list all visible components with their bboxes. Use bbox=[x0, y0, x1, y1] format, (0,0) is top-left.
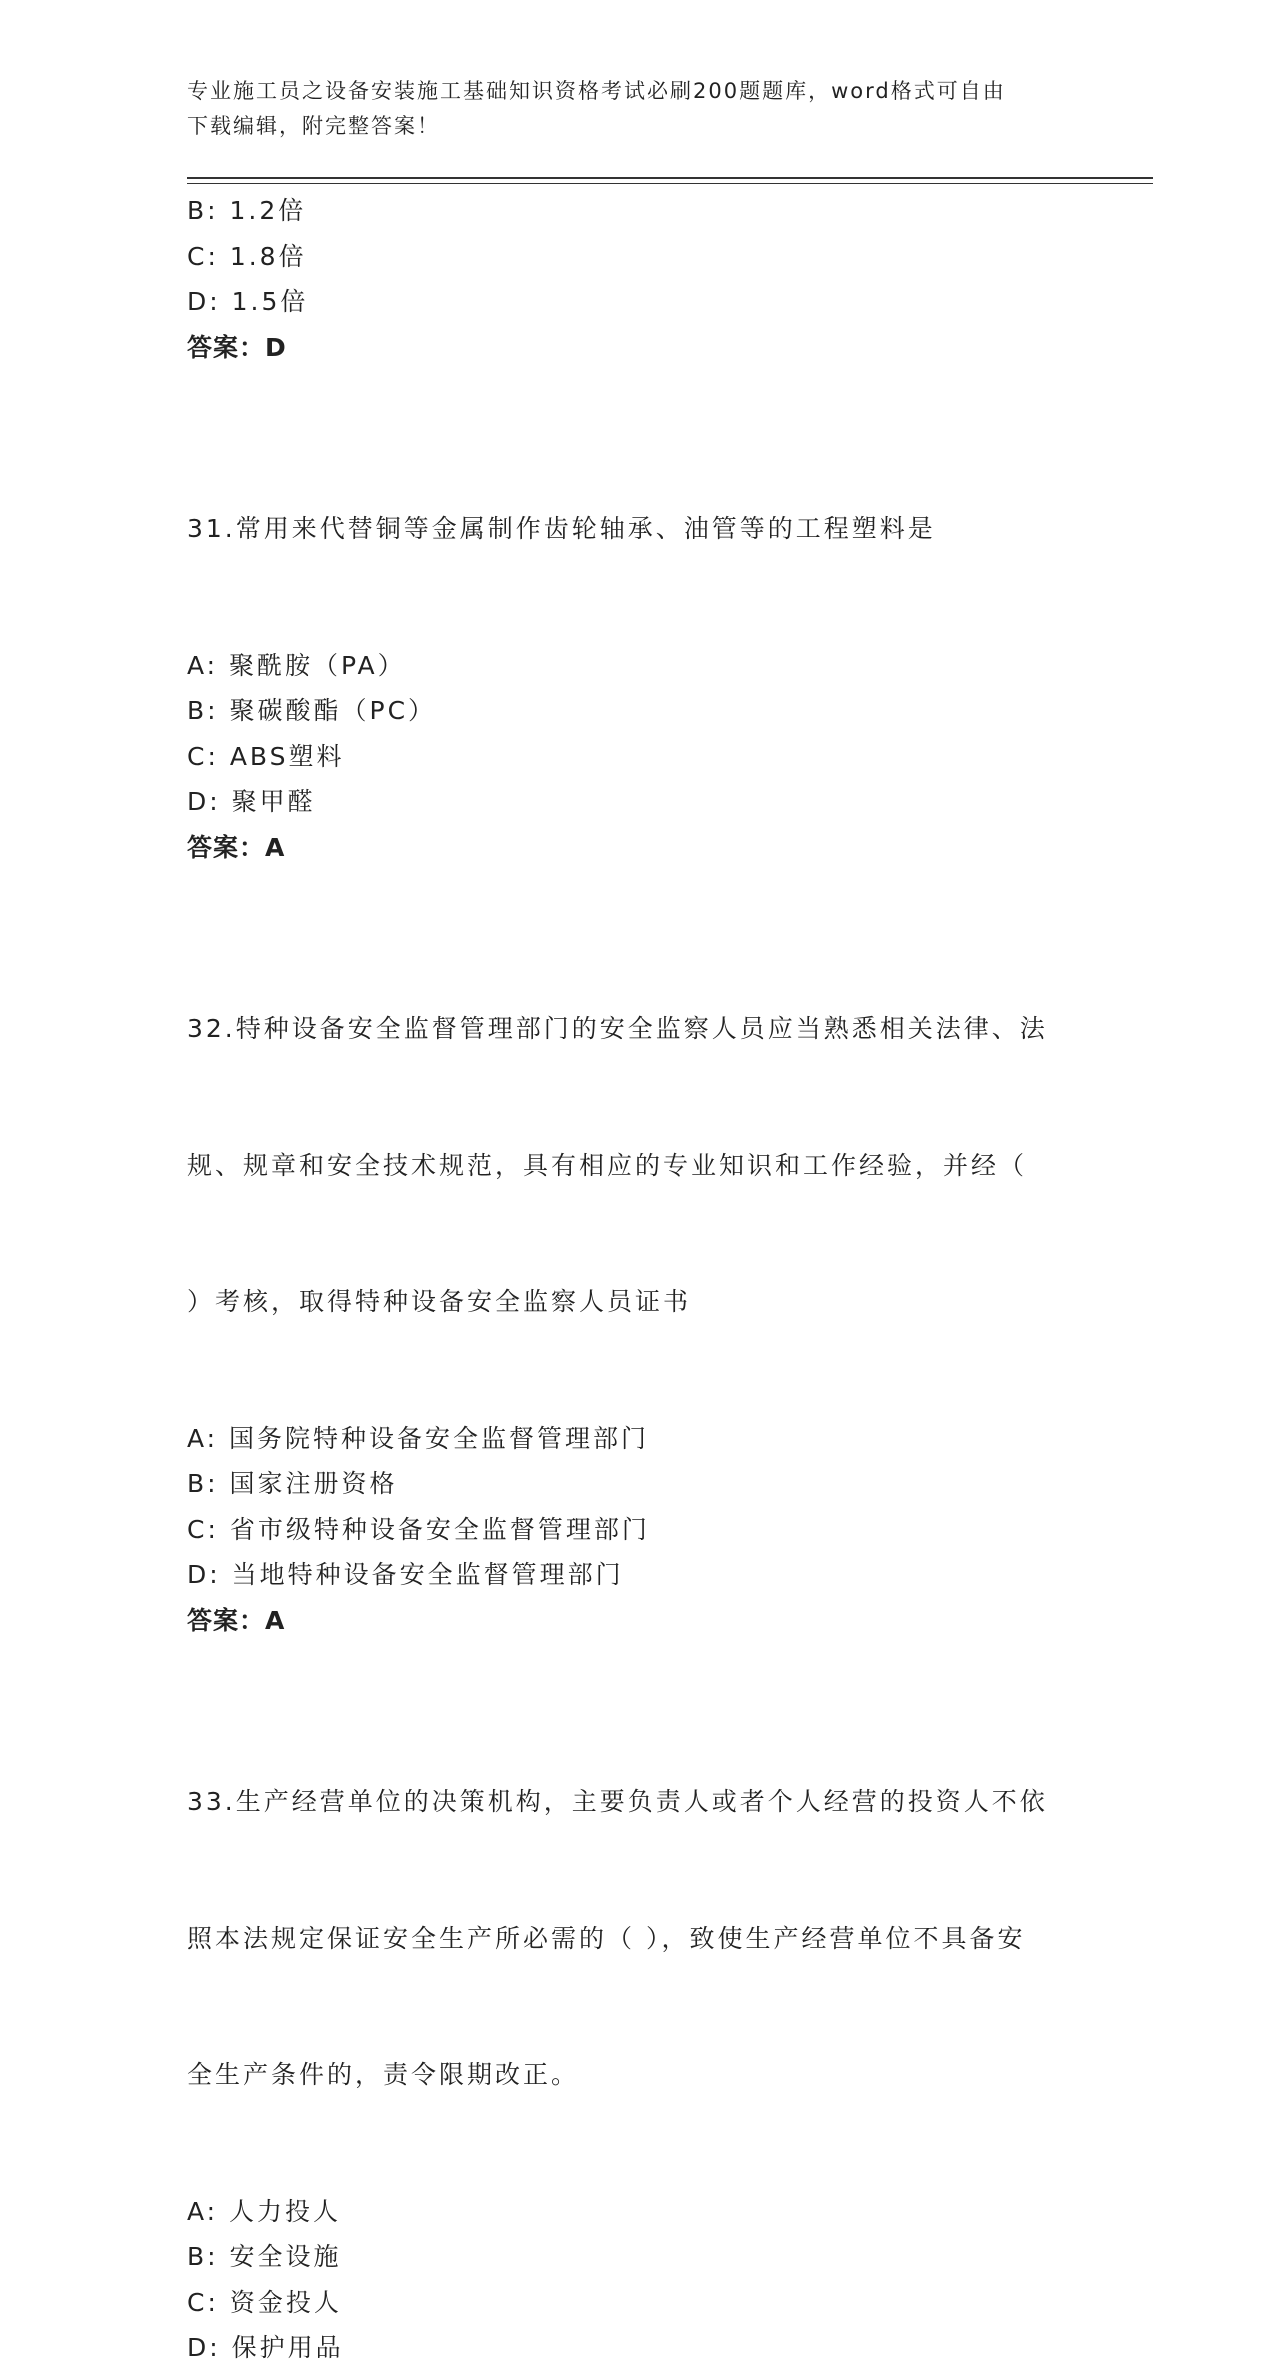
question-32 bbox=[187, 915, 1067, 1643]
option-a: A: 人力投人 bbox=[187, 2196, 342, 2226]
option-c: C: 资金投人 bbox=[187, 2287, 342, 2317]
answer-line: 答案：D bbox=[187, 332, 287, 362]
header-line-2: 下载编辑，附完整答案！ bbox=[187, 114, 440, 138]
stem-line-2: 照本法规定保证安全生产所必需的（ ），致使生产经营单位不具备安 bbox=[187, 1923, 1026, 1953]
option-d: D: 当地特种设备安全监督管理部门 bbox=[187, 1560, 624, 1589]
stem-line-3: ）考核，取得特种设备安全监察人员证书 bbox=[187, 1287, 692, 1316]
stem-line-1: 31.常用来代替铜等金属制作齿轮轴承、油管等的工程塑料是 bbox=[187, 514, 936, 543]
stem-line-1: 33.生产经营单位的决策机构，主要负责人或者个人经营的投资人不依 bbox=[187, 1787, 1048, 1816]
option-b: B: 安全设施 bbox=[187, 2242, 342, 2271]
option-c: C: 省市级特种设备安全监督管理部门 bbox=[187, 1514, 650, 1544]
header-divider-thin bbox=[187, 183, 1153, 184]
question-stem bbox=[187, 1688, 1067, 2189]
stem-line-2: 规、规章和安全技术规范，具有相应的专业知识和工作经验，并经（ bbox=[187, 1150, 1028, 1180]
option-a: A: 聚酰胺（PA） bbox=[187, 650, 406, 680]
question-31 bbox=[187, 415, 1067, 870]
stem-line-1: 32.特种设备安全监督管理部门的安全监察人员应当熟悉相关法律、法 bbox=[187, 1014, 1048, 1043]
option-c: C: 1.8倍 bbox=[187, 241, 307, 271]
option-b: B: 聚碳酸酯（PC） bbox=[187, 696, 437, 725]
header-line-1: 专业施工员之设备安装施工基础知识资格考试必刷200题题库，word格式可自由 bbox=[187, 79, 1006, 103]
document-body bbox=[187, 188, 1067, 2371]
option-a: A: 国务院特种设备安全监督管理部门 bbox=[187, 1423, 650, 1453]
option-d: D: 保护用品 bbox=[187, 2333, 344, 2362]
answer-line: 答案：A bbox=[187, 832, 286, 862]
question-stem bbox=[187, 915, 1067, 1416]
header-divider-thick bbox=[187, 177, 1153, 179]
option-b: B: 1.2倍 bbox=[187, 196, 307, 225]
option-d: D: 聚甲醛 bbox=[187, 787, 316, 816]
answer-line: 答案：A bbox=[187, 1605, 286, 1635]
option-b: B: 国家注册资格 bbox=[187, 1469, 398, 1498]
question-30-tail bbox=[187, 188, 1067, 370]
option-d: D: 1.5倍 bbox=[187, 287, 309, 316]
document-header bbox=[187, 74, 1067, 144]
option-c: C: ABS塑料 bbox=[187, 741, 345, 771]
question-stem bbox=[187, 415, 1067, 643]
question-33 bbox=[187, 1688, 1067, 2371]
stem-line-3: 全生产条件的，责令限期改正。 bbox=[187, 2060, 580, 2089]
